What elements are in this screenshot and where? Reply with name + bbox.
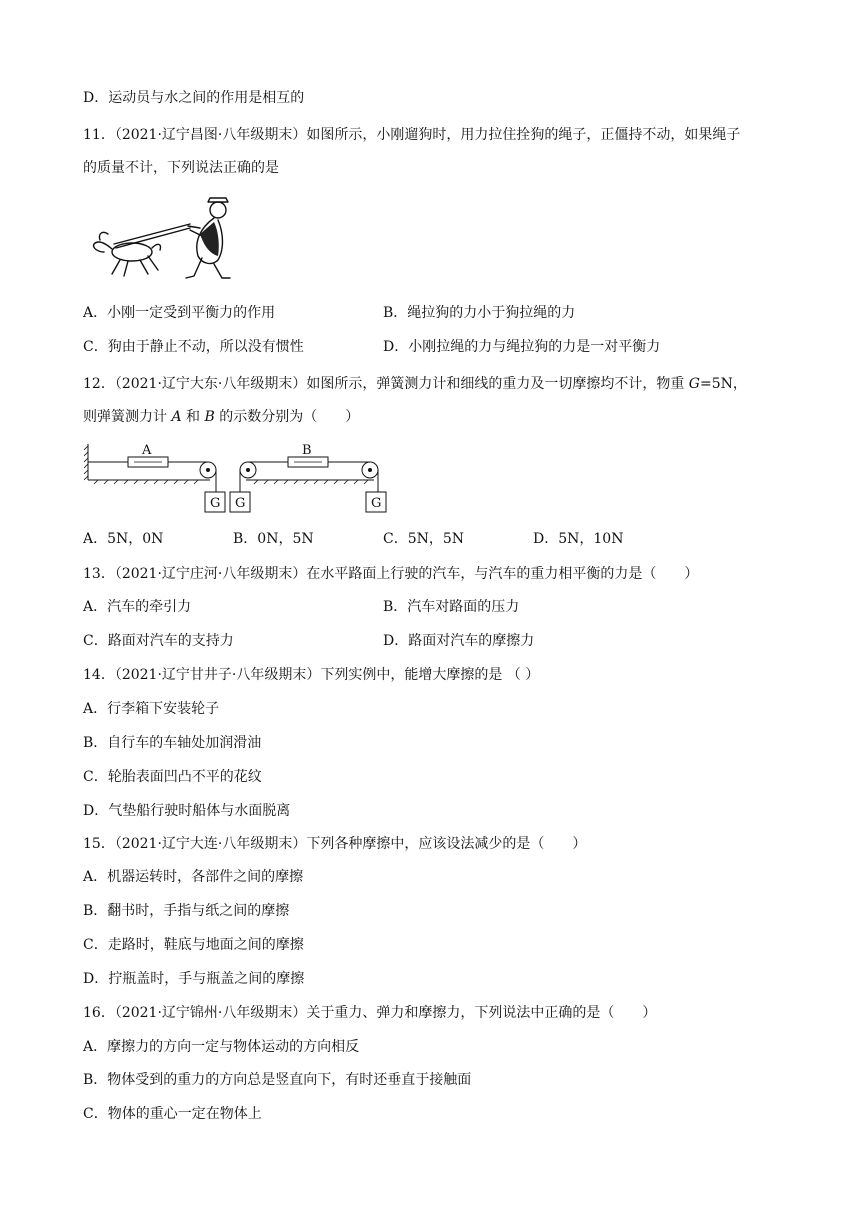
q16-option-b: B．物体受到的重力的方向总是竖直向下，有时还垂直于接触面 [83, 1072, 472, 1088]
q10-option-d: D．运动员与水之间的作用是相互的 [83, 90, 305, 106]
q12-option-b: B．0N，5N [233, 531, 314, 547]
q11-stem-line1: 11．（2021·辽宁昌图·八年级期末）如图所示，小刚遛狗时，用力拉住拴狗的绳子，正僵持不动，如果绳子 [83, 127, 741, 143]
q13-option-d: D．路面对汽车的摩擦力 [383, 633, 535, 649]
q12-stem-line1 [83, 374, 747, 394]
q12-stem-line2-text: 则弹簧测力计 [83, 409, 172, 425]
q14-option-a: A．行李箱下安装轮子 [83, 701, 220, 717]
q12-option-a: A．5N，0N [83, 531, 164, 547]
q15-option-b: B．翻书时，手指与纸之间的摩擦 [83, 903, 290, 919]
q12-stem-line2-and: 和 [181, 409, 205, 425]
q12-option-c: C．5N，5N [383, 531, 465, 547]
q12-stem-line1-text: 12．（2021·辽宁大东·八年级期末）如图所示，弹簧测力计和细线的重力及一切摩擦均不计，物重 [83, 376, 689, 392]
q11-option-a: A．小刚一定受到平衡力的作用 [83, 305, 276, 321]
q11-option-c: C．狗由于静止不动，所以没有惯性 [83, 339, 304, 355]
q13-option-a: A．汽车的牵引力 [83, 599, 192, 615]
q14-option-c: C．轮胎表面凹凸不平的花纹 [83, 769, 262, 785]
spring-scale-figure [84, 440, 404, 516]
q13-option-b: B．汽车对路面的压力 [383, 599, 520, 615]
q16-stem: 16．（2021·辽宁锦州·八年级期末）关于重力、弹力和摩擦力，下列说法中正确的是（ ） [83, 1005, 657, 1021]
weight-right-label: G [371, 496, 382, 511]
q15-option-a: A．机器运转时，各部件之间的摩擦 [83, 869, 304, 885]
q12-option-d: D．5N，10N [533, 531, 624, 547]
weight-left-label: G [210, 496, 221, 511]
q15-stem: 15．（2021·辽宁大连·八年级期末）下列各种摩擦中，应该设法减少的是（ ） [83, 836, 587, 852]
q14-option-b: B．自行车的车轴处加润滑油 [83, 735, 262, 751]
q11-option-b: B．绳拉狗的力小于狗拉绳的力 [383, 305, 576, 321]
q13-stem: 13．（2021·辽宁庄河·八年级期末）在水平路面上行驶的汽车，与汽车的重力相平衡的力是（ ） [83, 566, 699, 582]
weight-mid-label: G [235, 496, 246, 511]
q12-var-g: G [688, 376, 700, 392]
q15-option-c: C．走路时，鞋底与地面之间的摩擦 [83, 937, 304, 953]
q14-stem: 14．（2021·辽宁甘井子·八年级期末）下列实例中，能增大摩擦的是 （ ） [83, 667, 540, 683]
q12-stem-line1-tail: =5N， [699, 376, 747, 392]
q16-option-c: C．物体的重心一定在物体上 [83, 1106, 262, 1122]
man-walking-dog-figure [90, 194, 240, 282]
q12-stem-line2 [83, 407, 359, 427]
scale-a-label: A [142, 443, 152, 458]
q16-option-a: A．摩擦力的方向一定与物体运动的方向相反 [83, 1039, 360, 1055]
q12-stem-line2-tail: 的示数分别为（ ） [214, 409, 360, 425]
q14-option-d: D．气垫船行驶时船体与水面脱离 [83, 803, 291, 819]
q15-option-d: D．拧瓶盖时，手与瓶盖之间的摩擦 [83, 971, 305, 987]
q11-stem-line2: 的质量不计，下列说法正确的是 [83, 160, 279, 176]
scale-b-label: B [302, 443, 312, 458]
q13-option-c: C．路面对汽车的支持力 [83, 633, 234, 649]
q12-var-a: A [171, 409, 182, 425]
q12-var-b: B [204, 409, 215, 425]
q11-option-d: D．小刚拉绳的力与绳拉狗的力是一对平衡力 [383, 339, 661, 355]
